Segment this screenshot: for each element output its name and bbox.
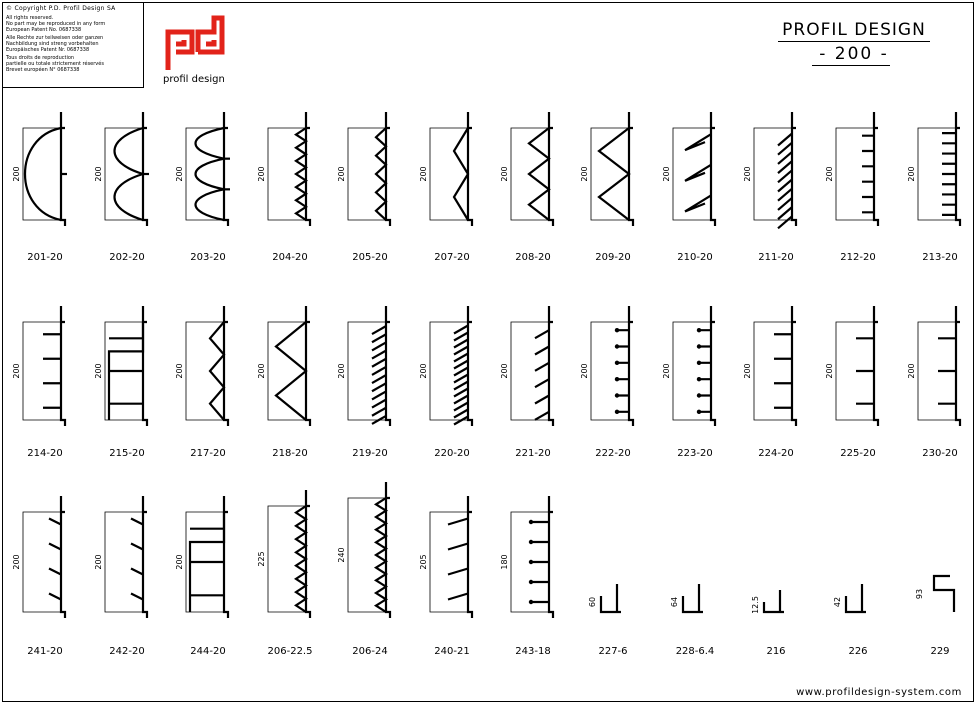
dimension-label: 200 (12, 554, 21, 570)
profile-wall (306, 112, 310, 226)
profile-code: 213-20 (922, 252, 958, 263)
page-title: PROFIL DESIGN (782, 20, 926, 40)
logo-text: profil design (163, 74, 225, 85)
profile-wall (468, 496, 472, 618)
profile-code: 214-20 (27, 448, 63, 459)
profile-fin (376, 498, 386, 612)
profile-wall (61, 112, 65, 226)
profile-code: 201-20 (27, 252, 63, 263)
profile-fin (296, 128, 306, 220)
profile-fin (599, 128, 629, 220)
copyright-line: Europäisches Patent Nr. 0687338 (6, 47, 90, 53)
profile-wall (386, 306, 390, 426)
profile-fin (529, 128, 549, 220)
profile-210-20 (662, 112, 715, 263)
profile-fin (131, 519, 143, 600)
profile-code: 217-20 (190, 448, 226, 459)
dimension-label: 200 (500, 166, 509, 182)
profile-wall (956, 306, 960, 426)
dimension-label: 240 (337, 547, 346, 563)
profile-fin (448, 519, 468, 600)
profile-227-6 (588, 584, 628, 657)
profile-242-20 (94, 496, 147, 657)
profile-229 (915, 576, 954, 657)
copyright-line: Brevet européen N° 0687338 (6, 67, 80, 73)
profile-outline (591, 322, 629, 420)
profile-fin (454, 326, 468, 425)
profile-code: 209-20 (595, 252, 631, 263)
profile-wall (629, 306, 633, 426)
dimension-label: 93 (915, 588, 924, 600)
dimension-label: 200 (907, 166, 916, 182)
profile-204-20 (257, 112, 310, 263)
profile-fin (685, 134, 711, 211)
profile-outline (23, 322, 61, 420)
profile-fin (372, 326, 386, 424)
profile-outline (23, 128, 61, 220)
profile-222-20 (580, 306, 633, 459)
profile-wall (792, 112, 796, 226)
profile-209-20 (580, 112, 633, 263)
profile-code: 205-20 (352, 252, 388, 263)
profile-219-20 (337, 306, 390, 459)
profile-code: 221-20 (515, 448, 551, 459)
profile-fin (196, 128, 225, 220)
profile-221-20 (500, 306, 553, 459)
profile-outline (430, 128, 468, 220)
profile-outline (836, 128, 874, 220)
profile-code: 227-6 (598, 646, 628, 657)
profile-wall (549, 496, 553, 618)
profile-228-6.4 (670, 584, 714, 657)
profile-214-20 (12, 306, 65, 459)
profile-212-20 (825, 112, 878, 263)
profile-wall (61, 306, 65, 426)
profile-outline (430, 512, 468, 612)
profile-code: 206-24 (352, 646, 388, 657)
profile-217-20 (175, 306, 228, 459)
profile-outline (268, 128, 306, 220)
profile-206-22.5 (257, 490, 312, 657)
profile-240-21 (419, 496, 472, 657)
dimension-label: 64 (670, 596, 679, 608)
profile-code: 222-20 (595, 448, 631, 459)
copyright-line: Nachbildung sind streng vorbehalten (6, 41, 99, 47)
dimension-label: 200 (257, 363, 266, 379)
dimension-label: 200 (580, 363, 589, 379)
dimension-label: 200 (743, 166, 752, 182)
profile-code: 207-20 (434, 252, 470, 263)
profile-wall (629, 112, 633, 226)
dimension-label: 200 (175, 363, 184, 379)
profile-fin (856, 338, 874, 403)
profile-fin (296, 506, 306, 612)
dimension-label: 200 (662, 363, 671, 379)
profile-outline (186, 128, 224, 220)
profile-fin (276, 322, 306, 420)
dimension-label: 200 (907, 363, 916, 379)
profile-code: 241-20 (27, 646, 63, 657)
dimension-label: 225 (257, 551, 266, 567)
dimension-label: 200 (825, 363, 834, 379)
dimension-label: 200 (337, 363, 346, 379)
dimension-label: 200 (419, 363, 428, 379)
dimension-label: 42 (833, 596, 842, 608)
profile-code: 212-20 (840, 252, 876, 263)
profile-code: 230-20 (922, 448, 958, 459)
profile-fin (862, 136, 874, 213)
profile-wall (792, 306, 796, 426)
profile-fin (25, 128, 61, 220)
profile-code: 216 (766, 646, 786, 657)
website-url[interactable]: www.profildesign-system.com (796, 687, 962, 698)
copyright-line: All rights reserved. (6, 15, 54, 21)
profile-wall (386, 482, 390, 618)
profile-213-20 (907, 112, 960, 263)
profile-code: 218-20 (272, 448, 308, 459)
profile-fin (531, 522, 549, 602)
profile-218-20 (257, 306, 310, 459)
dimension-label: 200 (12, 166, 21, 182)
profile-202-20 (94, 112, 149, 263)
profile-outline (105, 128, 143, 220)
profile-223-20 (662, 306, 715, 459)
profile-205-20 (337, 112, 390, 263)
profile-code: 243-18 (515, 646, 551, 657)
profile-211-20 (743, 112, 796, 263)
profile-fin (938, 338, 956, 403)
profile-wall (874, 306, 878, 426)
dimension-label: 200 (580, 166, 589, 182)
dimension-label: 200 (419, 166, 428, 182)
profile-fin (109, 338, 143, 403)
profile-fin (115, 128, 144, 220)
dimension-label: 200 (743, 363, 752, 379)
profile-243-18 (500, 496, 553, 657)
profile-wall (224, 306, 228, 426)
profile-fin (43, 334, 61, 408)
profile-230-20 (907, 306, 960, 459)
profile-203-20 (175, 112, 230, 263)
profile-wall (306, 306, 310, 426)
dimension-label: 205 (419, 554, 428, 570)
profile-code: 210-20 (677, 252, 713, 263)
profile-code: 242-20 (109, 646, 145, 657)
profile-fin (699, 330, 711, 412)
copyright-line: partielle ou totale strictement réservés (6, 61, 104, 67)
profile-outline (673, 322, 711, 420)
copyright-line: No part may be reproduced in any form (6, 21, 106, 27)
profile-wall (956, 112, 960, 226)
profile-code: 229 (930, 646, 950, 657)
dimension-label: 200 (12, 363, 21, 379)
profile-code: 203-20 (190, 252, 226, 263)
profile-wall (711, 306, 715, 426)
copyright-line: Tous droits de reproduction (6, 55, 75, 61)
profile-fin (376, 128, 386, 220)
profile-fin (617, 330, 629, 412)
profile-fin (774, 334, 792, 408)
profile-220-20 (419, 306, 472, 459)
dimension-label: 200 (662, 166, 671, 182)
profile-fin (49, 519, 61, 600)
profile-wall (549, 306, 553, 426)
profile-fin (535, 330, 549, 420)
profile-215-20 (94, 306, 147, 459)
profile-outline (754, 322, 792, 420)
profile-wall (61, 496, 65, 618)
profile-code: 226 (848, 646, 868, 657)
profile-fin (778, 134, 792, 229)
profile-code: 223-20 (677, 448, 713, 459)
profile-fin (190, 529, 224, 596)
profile-wall (711, 112, 715, 226)
profile-wall (874, 112, 878, 226)
dimension-label: 12.5 (751, 596, 760, 614)
profile-code: 204-20 (272, 252, 308, 263)
profile-207-20 (419, 112, 472, 263)
profile-206-24 (337, 482, 390, 657)
profile-225-20 (825, 306, 878, 459)
profile-wall (468, 306, 472, 426)
profile-code: 219-20 (352, 448, 388, 459)
profile-224-20 (743, 306, 796, 459)
dimension-label: 60 (588, 596, 597, 608)
dimension-label: 200 (175, 166, 184, 182)
dimension-label: 200 (500, 363, 509, 379)
profile-wall (549, 112, 553, 226)
profile-code: 220-20 (434, 448, 470, 459)
profile-wall (224, 112, 228, 226)
profile-216 (751, 590, 786, 657)
page-subtitle: - 200 - (819, 44, 889, 64)
profile-code: 228-6.4 (675, 646, 715, 657)
profile-208-20 (500, 112, 553, 263)
copyright-header: © Copyright P.D. Profil Design SA (6, 5, 116, 12)
dimension-label: 200 (257, 166, 266, 182)
profile-fin (210, 322, 224, 420)
profile-code: 215-20 (109, 448, 145, 459)
profile-201-20 (12, 112, 67, 263)
profile-fin (942, 133, 956, 215)
profile-code: 211-20 (758, 252, 794, 263)
dimension-label: 200 (825, 166, 834, 182)
profile-code: 244-20 (190, 646, 226, 657)
profile-wall (386, 112, 390, 226)
dimension-label: 200 (94, 363, 103, 379)
profile-code: 208-20 (515, 252, 551, 263)
profile-code: 240-21 (434, 646, 470, 657)
profile-code: 206-22.5 (267, 646, 313, 657)
profile-226 (833, 584, 868, 657)
dimension-label: 200 (337, 166, 346, 182)
profile-wall (143, 496, 147, 618)
profile-fin (454, 128, 468, 220)
copyright-line: European Patent No. 0687338 (6, 27, 82, 33)
profile-wall (143, 112, 147, 226)
dimension-label: 180 (500, 554, 509, 570)
copyright-line: Alle Rechte zur teilweisen oder ganzen (6, 35, 104, 41)
profile-244-20 (175, 496, 228, 657)
profile-outline (511, 322, 549, 420)
profile-outline (186, 322, 224, 420)
profile-code: 224-20 (758, 448, 794, 459)
dimension-label: 200 (94, 554, 103, 570)
dimension-label: 200 (94, 166, 103, 182)
profile-code: 202-20 (109, 252, 145, 263)
profile-241-20 (12, 496, 65, 657)
dimension-label: 200 (175, 554, 184, 570)
profile-code: 225-20 (840, 448, 876, 459)
